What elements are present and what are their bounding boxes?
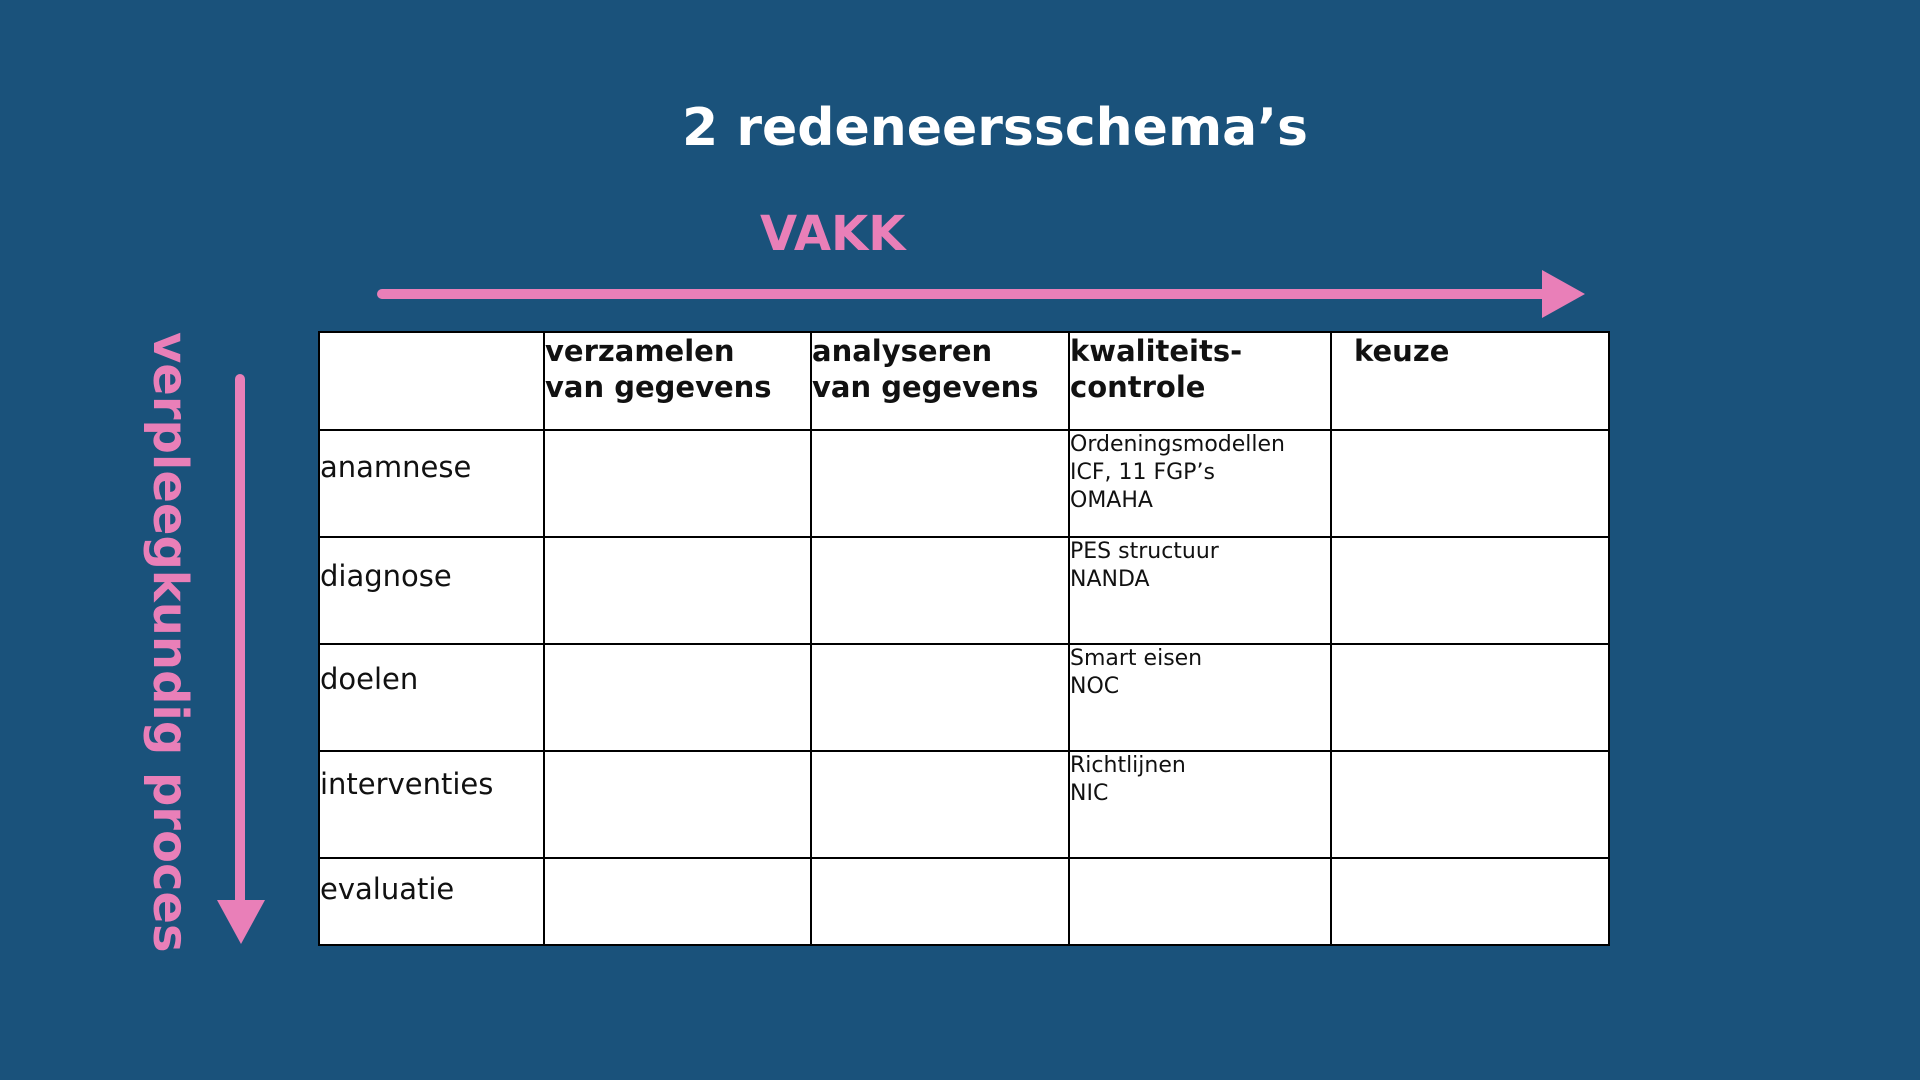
- note-line: NANDA: [1070, 567, 1150, 592]
- row-label-anamnese: anamnese: [319, 430, 544, 537]
- table-row: [319, 644, 1609, 751]
- note-cell-doelen: [1069, 644, 1331, 751]
- table-row: [319, 751, 1609, 858]
- cell: [544, 644, 811, 751]
- cell: [1069, 858, 1331, 945]
- note-line: PES structuur: [1070, 539, 1219, 564]
- cell: [1331, 644, 1609, 751]
- cell: [1331, 537, 1609, 644]
- cell: [1331, 858, 1609, 945]
- corner-cell: [319, 332, 544, 430]
- table-row: [319, 858, 1609, 945]
- cell: [811, 644, 1069, 751]
- row-label-doelen: doelen: [319, 644, 544, 751]
- note-line: Richtlijnen: [1070, 753, 1186, 778]
- slide-title: 2 redeneersschema’s: [682, 98, 1308, 158]
- row-label-evaluatie: evaluatie: [319, 858, 544, 945]
- vertical-arrow: [217, 379, 265, 944]
- cell: [811, 430, 1069, 537]
- note-line: NOC: [1070, 674, 1120, 699]
- note-line: Ordeningsmodellen: [1070, 432, 1285, 457]
- note-cell-anamnese: [1069, 430, 1331, 537]
- row-label-interventies: interventies: [319, 751, 544, 858]
- cell: [544, 858, 811, 945]
- cell: [811, 751, 1069, 858]
- cell: [1331, 430, 1609, 537]
- cell: [544, 537, 811, 644]
- cell: [1331, 751, 1609, 858]
- column-header-analyseren: analyseren van gegevens: [811, 332, 1069, 430]
- note-line: ICF, 11 FGP’s: [1070, 460, 1215, 485]
- note-line: OMAHA: [1070, 488, 1153, 513]
- horizontal-axis-label: VAKK: [760, 206, 906, 262]
- column-header-verzamelen: verzamelen van gegevens: [544, 332, 811, 430]
- note-cell-diagnose: [1069, 537, 1331, 644]
- header-row: [319, 332, 1609, 430]
- vertical-axis-label: verpleegkundig proces: [142, 332, 198, 953]
- note-line: Smart eisen: [1070, 646, 1203, 671]
- cell: [811, 858, 1069, 945]
- column-header-keuze: keuze: [1331, 332, 1609, 430]
- reasoning-schema-table: [318, 331, 1610, 946]
- note-cell-interventies: [1069, 751, 1331, 858]
- horizontal-arrow: [382, 270, 1585, 318]
- table-row: [319, 430, 1609, 537]
- note-line: NIC: [1070, 781, 1109, 806]
- cell: [544, 430, 811, 537]
- cell: [811, 537, 1069, 644]
- cell: [544, 751, 811, 858]
- row-label-diagnose: diagnose: [319, 537, 544, 644]
- column-header-kwaliteitscontrole: kwaliteits- controle: [1069, 332, 1331, 430]
- table-row: [319, 537, 1609, 644]
